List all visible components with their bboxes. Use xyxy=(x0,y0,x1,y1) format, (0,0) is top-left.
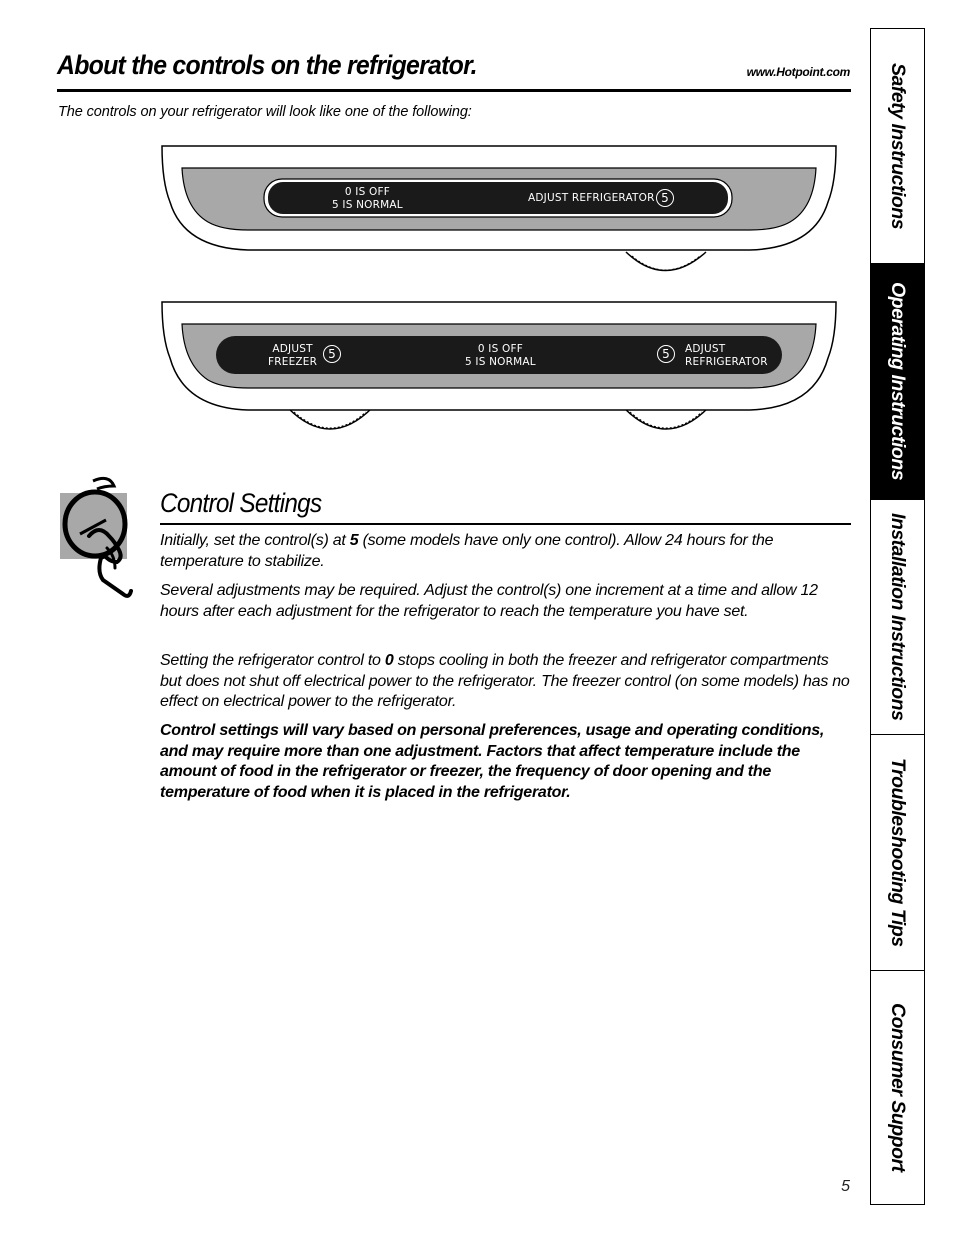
panel2-adjust-text: ADJUST xyxy=(272,343,313,355)
refrigerator-knob-icon xyxy=(624,408,708,429)
title-divider xyxy=(57,89,851,92)
control-panel-single xyxy=(160,144,838,279)
tab-consumer-support[interactable] xyxy=(871,971,924,1203)
p1-setting-value: 5 xyxy=(349,532,359,549)
panel2-refrigerator-text: REFRIGERATOR xyxy=(685,356,768,368)
panel2-off-text: 0 IS OFF xyxy=(477,343,523,355)
tab-label: Consumer Support xyxy=(887,1002,909,1172)
hand-turning-dial-icon xyxy=(57,476,147,601)
panel2-adjust-freezer-label xyxy=(268,343,317,369)
tab-label: Operating Instructions xyxy=(887,282,909,481)
section-title: Control Settings xyxy=(160,488,322,518)
paragraph-zero-setting xyxy=(160,651,850,713)
side-tab-navigation xyxy=(870,28,925,1205)
panel1-refrigerator-dial[interactable]: 5 xyxy=(656,189,674,207)
p1-text-end: (some models have only one control). Allow 24 hours for the temperature to stabilize. xyxy=(160,532,774,570)
panel2-adjust-text-right: ADJUST xyxy=(685,343,726,355)
section-divider xyxy=(160,523,851,525)
freezer-knob-icon xyxy=(288,408,372,429)
panel1-off-normal-label xyxy=(332,186,403,212)
panel1-off-text: 0 IS OFF xyxy=(344,186,390,198)
tab-operating-instructions[interactable] xyxy=(871,264,924,500)
paragraph-settings-vary: Control settings will vary based on personal preferences, usage and operating conditions, and may require more than one adjustment. Factors that affect temperature include the amount of food in the refrigerator or freezer, the frequency of door opening and the temperature of food when it is placed in the refrigerator. xyxy=(160,722,825,801)
panel2-off-normal-label xyxy=(465,343,536,369)
control-panel-single-drawing xyxy=(160,144,838,279)
tab-label: Installation Instructions xyxy=(887,513,909,721)
control-panel-dual-drawing xyxy=(160,300,838,440)
panel2-freezer-text: FREEZER xyxy=(268,356,318,368)
control-panel-dual xyxy=(160,300,838,440)
website-url[interactable]: www.Hotpoint.com xyxy=(746,65,850,79)
panel2-adjust-refrigerator-label xyxy=(685,343,768,369)
p3-setting-value: 0 xyxy=(384,652,394,669)
panel2-freezer-dial[interactable]: 5 xyxy=(323,345,341,363)
p3-text-start: Setting the refrigerator control to xyxy=(160,652,385,669)
paragraph-initial-setting xyxy=(160,531,850,572)
tab-installation-instructions[interactable] xyxy=(871,500,924,735)
paragraph-adjustments: Several adjustments may be required. Adjust the control(s) one increment at a time and allow 12 hours after each adjustment for the refrigerator to reach the temperature you have set. xyxy=(160,582,818,620)
panel2-refrigerator-dial[interactable]: 5 xyxy=(657,345,675,363)
p1-text-start: Initially, set the control(s) at xyxy=(160,532,350,549)
panel1-normal-text: 5 IS NORMAL xyxy=(332,199,403,211)
page-number: 5 xyxy=(841,1178,850,1195)
dial-knob-icon xyxy=(626,252,706,271)
tab-troubleshooting-tips[interactable] xyxy=(871,735,924,971)
panel2-normal-text: 5 IS NORMAL xyxy=(465,356,536,368)
panel1-adjust-refrigerator-label: ADJUST REFRIGERATOR xyxy=(528,192,655,204)
p3-text-end: stops cooling in both the freezer and refrigerator compartments but does not shut off electrical power to the refrigerator. The freezer control (on some models) has no effect on electrical power to the refrigerator. xyxy=(160,652,850,710)
tab-safety-instructions[interactable] xyxy=(871,29,924,264)
tab-label: Troubleshooting Tips xyxy=(887,758,909,947)
tab-label: Safety Instructions xyxy=(887,62,909,230)
intro-text: The controls on your refrigerator will look like one of the following: xyxy=(58,104,472,120)
page-title: About the controls on the refrigerator. xyxy=(57,50,477,80)
